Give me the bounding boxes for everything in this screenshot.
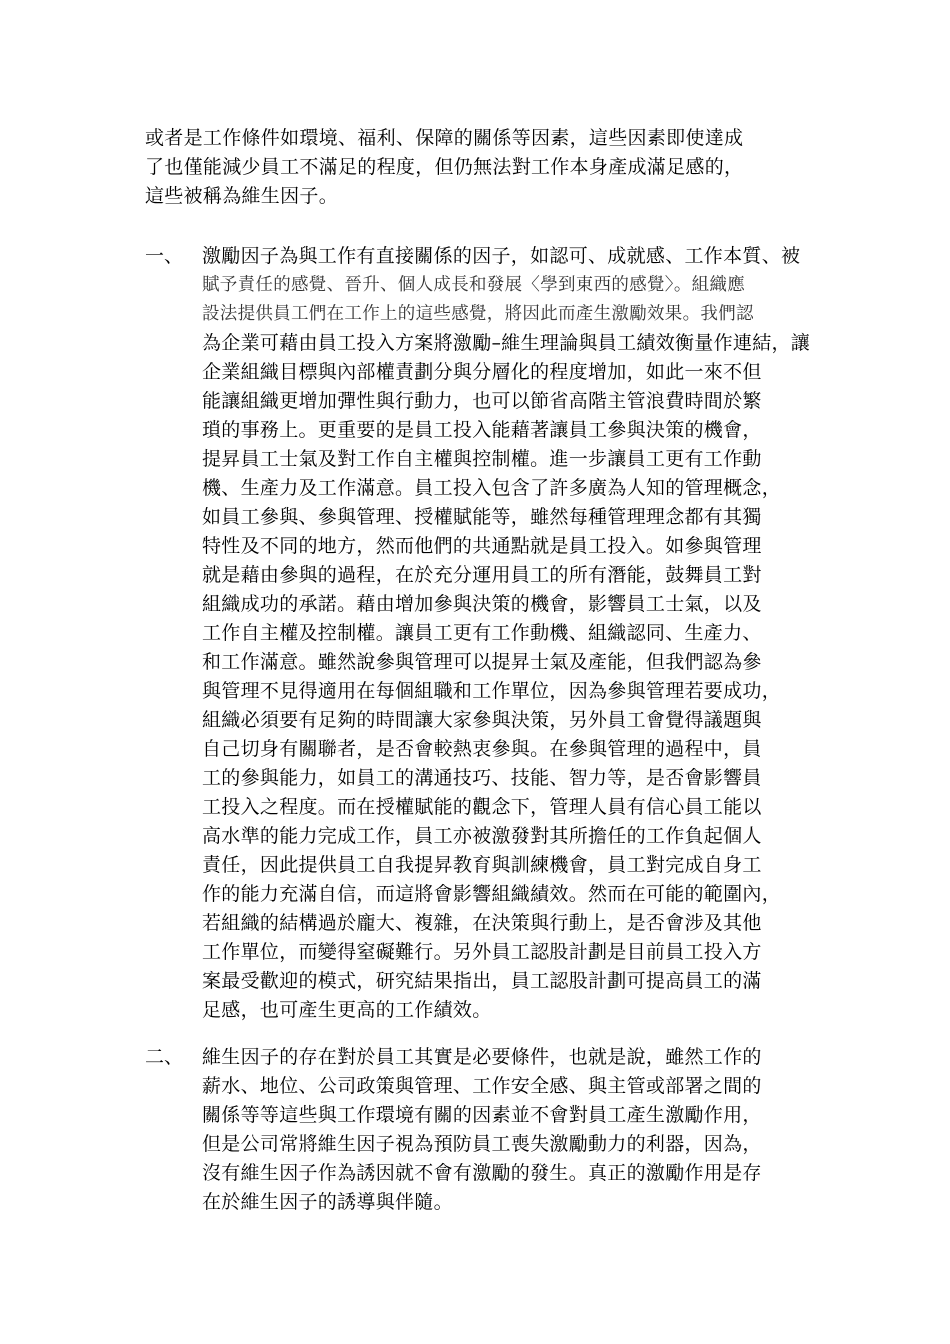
text-line: 機、生產力及工作滿意。員工投入包含了許多廣為人知的管理概念， [202,477,782,499]
list-item-body [202,242,832,1025]
list-marker: 二、 [145,1046,184,1068]
text-line: 和工作滿意。雖然說參與管理可以提昇士氣及產能，但我們認為參 [202,651,762,673]
text-line: 足感，也可產生更高的工作績效。 [202,999,492,1021]
text-line: 為企業可藉由員工投入方案將激勵–維生理論與員工績效衡量作連結，讓 [202,332,811,354]
text-line: 在於維生因子的誘導與伴隨。 [202,1191,453,1213]
text-line: 高水準的能力完成工作，員工亦被激發對其所擔任的工作負起個人 [202,825,762,847]
text-line: 能讓組織更增加彈性與行動力，也可以節省高階主管浪費時間於繁 [202,390,762,412]
text-line: 特性及不同的地方，然而他們的共通點就是員工投入。如參與管理 [202,535,762,557]
text-line: 如員工參與、參與管理、授權賦能等，雖然每種管理理念都有其獨 [202,506,762,528]
text-line: 工作單位，而變得窒礙難行。另外員工認股計劃是目前員工投入方 [202,941,762,963]
text-line: 作的能力充滿自信，而這將會影響組織績效。然而在可能的範圍內， [202,883,782,905]
text-line: 案最受歡迎的模式，研究結果指出，員工認股計劃可提高員工的滿 [202,970,762,992]
text-line: 關係等等這些與工作環境有關的因素並不會對員工產生激勵作用， [202,1104,762,1126]
text-line: 工作自主權及控制權。讓員工更有工作動機、組織認同、生產力、 [202,622,762,644]
text-line: 薪水、地位、公司政策與管理、工作安全感、與主管或部署之間的 [202,1075,762,1097]
text-line: 組織成功的承諾。藉由增加參與決策的機會，影響員工士氣，以及 [202,593,762,615]
text-line: 若組織的結構過於龐大、複雜，在決策與行動上，是否會涉及其他 [202,912,762,934]
text-line: 但是公司常將維生因子視為預防員工喪失激勵動力的利器，因為， [202,1133,762,1155]
intro-paragraph [145,124,835,211]
text-line: 組織必須要有足夠的時間讓大家參與決策，另外員工會覺得議題與 [202,709,762,731]
text-line: 責任，因此提供員工自我提昇教育與訓練機會，員工對完成自身工 [202,854,762,876]
text-line: 維生因子的存在對於員工其實是必要條件，也就是說，雖然工作的 [202,1046,762,1068]
text-line: 瑣的事務上。更重要的是員工投入能藉著讓員工參與決策的機會， [202,419,762,441]
text-line: 賦予責任的感覺、晉升、個人成長和發展〈學到東西的感覺〉。組織應 [202,275,746,295]
text-line: 工投入之程度。而在授權賦能的觀念下，管理人員有信心員工能以 [202,796,762,818]
text-line: 工的參與能力，如員工的溝通技巧、技能、智力等，是否會影響員 [202,767,762,789]
text-line: 這些被稱為維生因子。 [145,185,339,207]
text-line: 或者是工作條件如環境、福利、保障的關係等因素，這些因素即使達成 [145,127,744,149]
text-line: 企業組織目標與內部權責劃分與分層化的程度增加，如此一來不但 [202,361,762,383]
text-line: 了也僅能減少員工不滿足的程度，但仍無法對工作本身產成滿足感的， [145,156,744,178]
text-line: 就是藉由參與的過程，在於充分運用員工的所有潛能，鼓舞員工對 [202,564,762,586]
text-line: 提昇員工士氣及對工作自主權與控制權。進一步讓員工更有工作動 [202,448,762,470]
text-line: 與管理不見得適用在每個組職和工作單位，因為參與管理若要成功， [202,680,782,702]
text-line: 沒有維生因子作為誘因就不會有激勵的發生。真正的激勵作用是存 [202,1162,762,1184]
list-item-body [202,1043,832,1217]
text-line: 激勵因子為與工作有直接關係的因子，如認可、成就感、工作本質、被 [202,245,801,267]
text-line: 設法提供員工們在工作上的這些感覺，將因此而產生激勵效果。我們認 [202,304,754,324]
text-line: 自己切身有關聯者，是否會較熱衷參與。在參與管理的過程中，員 [202,738,762,760]
list-marker: 一、 [145,245,184,267]
